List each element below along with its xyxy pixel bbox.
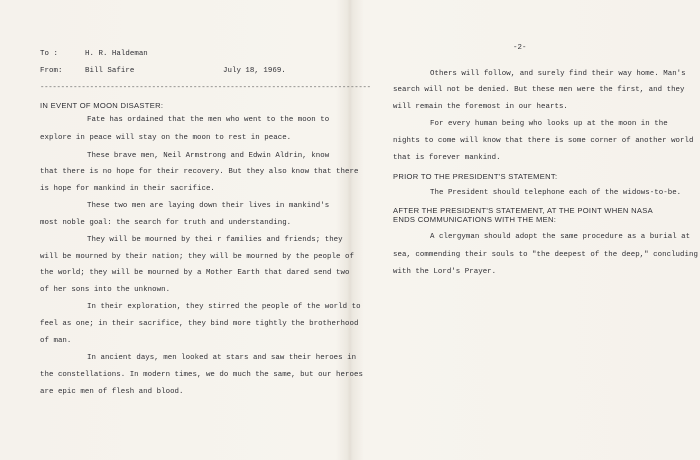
body-line: that there is no hope for their recovery. But they also know that there xyxy=(40,168,359,176)
heading-prior-statement: PRIOR TO THE PRESIDENT'S STATEMENT: xyxy=(393,172,558,181)
body-line: will be mourned by their nation; they will be mourned by the people of xyxy=(40,253,354,261)
clergy-line: sea, commending their souls to "the deepest of the deep," concluding xyxy=(393,251,698,259)
body-line: In ancient days, men looked at stars and saw their heroes in xyxy=(87,354,357,362)
body-line: These two men are laying down their lives in mankind's xyxy=(87,202,330,210)
page-number: -2- xyxy=(513,44,527,52)
heading-moon-disaster: IN EVENT OF MOON DISASTER: xyxy=(40,101,164,110)
body-line: search will not be denied. But these men were the first, and they xyxy=(393,86,685,94)
body-line: These brave men, Neil Armstrong and Edwin Aldrin, know xyxy=(87,152,330,160)
body-line: Fate has ordained that the men who went to the moon to xyxy=(87,116,330,124)
heading-after-statement: AFTER THE PRESIDENT'S STATEMENT, AT THE POINT WHEN NASA xyxy=(393,206,653,215)
from-value: Bill Safire xyxy=(85,67,135,75)
body-line: of her sons into the unknown. xyxy=(40,286,171,294)
body-line: of man. xyxy=(40,337,72,345)
body-line: feel as one; in their sacrifice, they bind more tightly the brotherhood xyxy=(40,320,359,328)
statement-line: The President should telephone each of the widows-to-be. xyxy=(430,189,682,197)
body-line: nights to come will know that there is some corner of another world xyxy=(393,137,694,145)
body-line: They will be mourned by thei r families and friends; they xyxy=(87,236,343,244)
clergy-line: with the Lord's Prayer. xyxy=(393,268,497,276)
body-line: Others will follow, and surely find their way home. Man's xyxy=(430,70,686,78)
from-label: From: xyxy=(40,67,63,75)
page-2 xyxy=(350,0,700,460)
body-line: In their exploration, they stirred the people of the world to xyxy=(87,303,361,311)
body-line: will remain the foremost in our hearts. xyxy=(393,103,568,111)
body-line: that is forever mankind. xyxy=(393,154,501,162)
to-value: H. R. Haldeman xyxy=(85,50,148,58)
body-line: the constellations. In modern times, we do much the same, but our heroes xyxy=(40,371,363,379)
body-line: For every human being who looks up at the moon in the xyxy=(430,120,668,128)
body-line: most noble goal: the search for truth and understanding. xyxy=(40,219,292,227)
memo-date: July 18, 1969. xyxy=(223,67,286,75)
body-line: explore in peace will stay on the moon to rest in peace. xyxy=(40,134,292,142)
body-line: is hope for mankind in their sacrifice. xyxy=(40,185,215,193)
to-label: To : xyxy=(40,50,58,58)
body-line: the world; they will be mourned by a Mother Earth that dared send two xyxy=(40,269,350,277)
heading-after-statement-cont: ENDS COMMUNICATIONS WITH THE MEN: xyxy=(393,215,557,224)
separator-line: -------------------------------------------------------------------------------- xyxy=(40,84,371,92)
clergy-line: A clergyman should adopt the same procedure as a burial at xyxy=(430,233,691,241)
body-line: are epic men of flesh and blood. xyxy=(40,388,184,396)
